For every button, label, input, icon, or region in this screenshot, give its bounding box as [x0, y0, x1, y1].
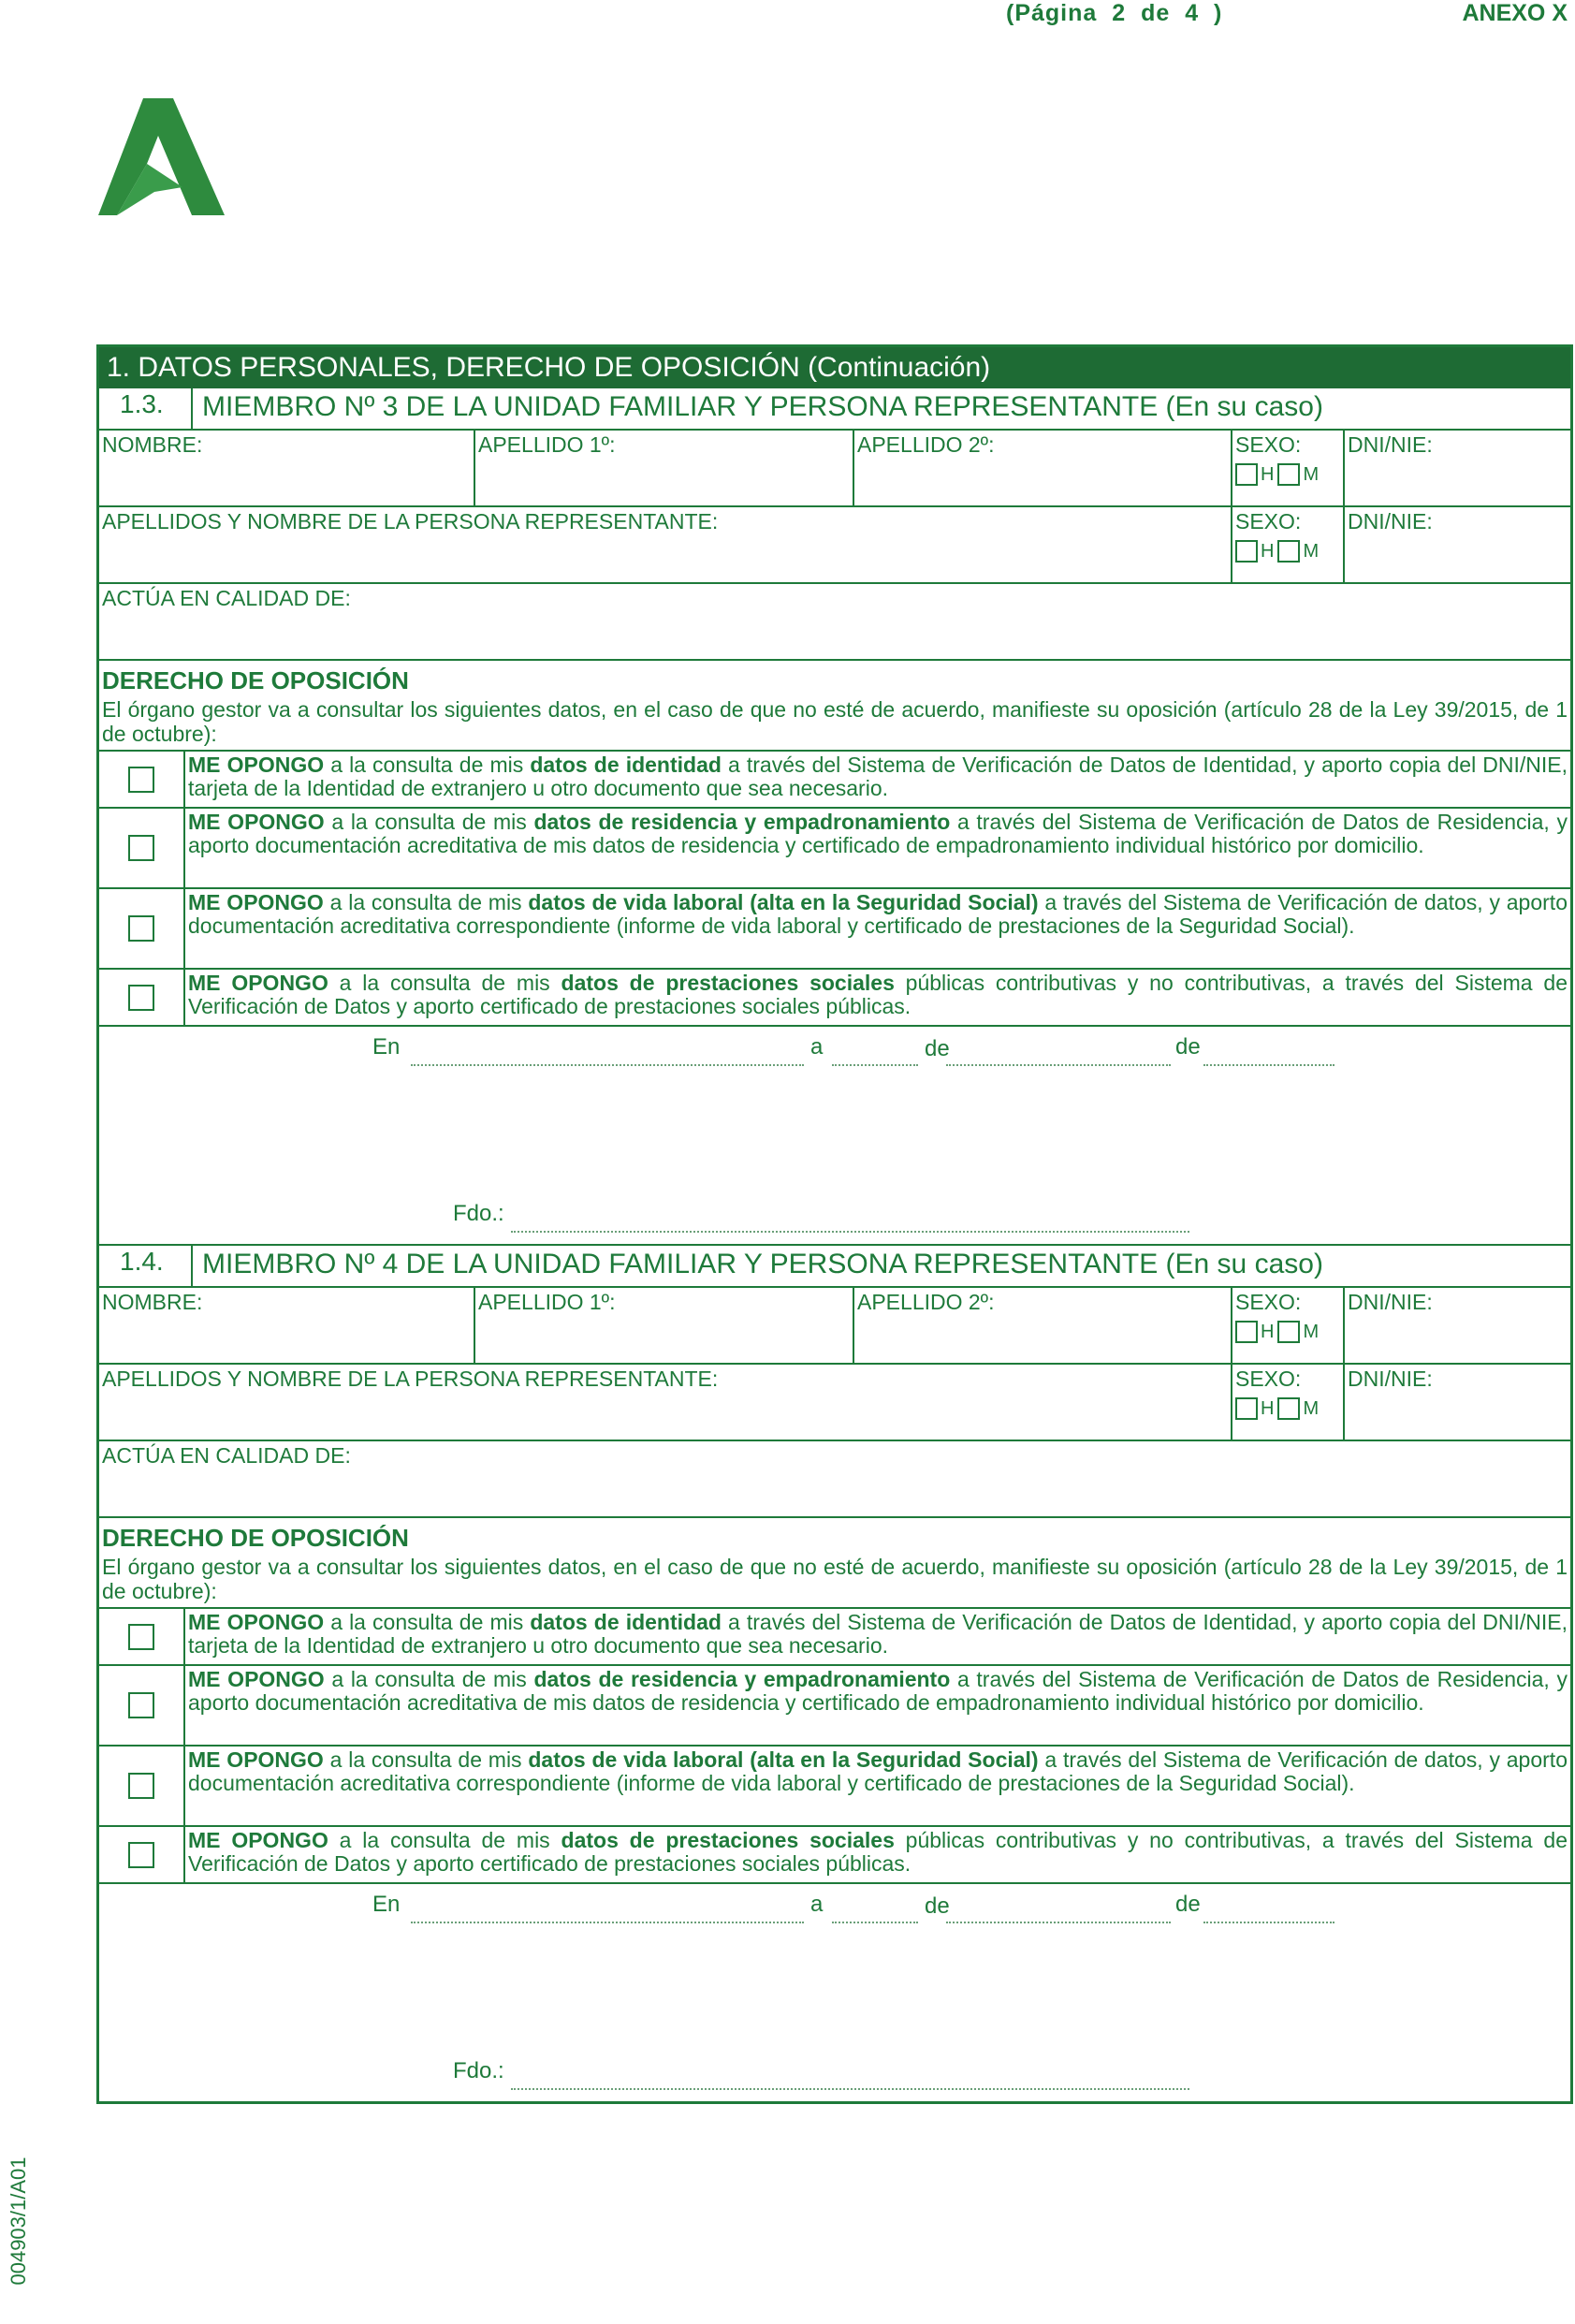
oppose-detail: a través del Sistema de Verificación de Datos de Residencia, y aporto documentación acreditativa de mis datos de residencia y certificado de empadronamiento individual histórico por domicilio.	[188, 1667, 1568, 1715]
rep-sexo-h-checkbox[interactable]	[1235, 540, 1258, 563]
sexo-label: SEXO:	[1235, 509, 1302, 533]
oppose-text: a la consulta de mis	[323, 890, 529, 914]
year-field[interactable]	[1203, 1922, 1334, 1923]
oppose-label: ME OPONGO	[188, 1610, 325, 1634]
nombre-field[interactable]	[99, 1288, 475, 1363]
rep-sexo-field	[1232, 1365, 1345, 1440]
signature-field[interactable]	[511, 1231, 1189, 1233]
apellido1-field[interactable]	[475, 431, 854, 505]
opposition-item-residencia	[99, 809, 1570, 889]
section-number: 1.3.	[99, 388, 193, 429]
apellido1-label: APELLIDO 1º:	[478, 1290, 616, 1314]
opposition-item-vida-laboral	[99, 1747, 1570, 1827]
signature-block	[99, 1884, 1570, 2101]
calidad-field[interactable]	[99, 1441, 1570, 1516]
sexo-field	[1232, 431, 1345, 505]
oppose-vida-laboral-checkbox[interactable]	[128, 915, 154, 942]
page-indicator: (Página 2 de 4 )	[1006, 0, 1223, 26]
rep-sexo-h-checkbox[interactable]	[1235, 1397, 1258, 1420]
opposition-item-vida-laboral	[99, 889, 1570, 970]
apellido2-label: APELLIDO 2º:	[857, 432, 995, 457]
sexo-h-checkbox[interactable]	[1235, 463, 1258, 486]
year-prefix-label: de	[1175, 1892, 1201, 1917]
dni-label: DNI/NIE:	[1348, 1367, 1433, 1391]
signature-block	[99, 1027, 1570, 1246]
oppose-text: a la consulta de mis	[324, 753, 531, 777]
oppose-data-type: datos de identidad	[530, 1610, 722, 1634]
oppose-text: a la consulta de mis	[328, 1828, 561, 1852]
nombre-label: NOMBRE:	[102, 1290, 203, 1314]
oppose-detail: a través del Sistema de Verificación de datos, y aporto documentación acreditativa correspondiente (informe de vida laboral y certificado de prestaciones de la Seguridad Social).	[188, 890, 1568, 938]
apellido1-field[interactable]	[475, 1288, 854, 1363]
oppose-prestaciones-checkbox[interactable]	[128, 1842, 154, 1868]
place-field[interactable]	[411, 1922, 804, 1923]
sexo-m-checkbox[interactable]	[1277, 463, 1300, 486]
oppose-detail: a través del Sistema de Verificación de Datos de Identidad, y aporto copia del DNI/NIE, tarjeta de la Identidad de extranjero u otro documento que sea necesario.	[188, 1610, 1568, 1658]
calidad-row	[99, 584, 1570, 661]
oppose-identidad-checkbox[interactable]	[128, 1624, 154, 1650]
representante-label: APELLIDOS Y NOMBRE DE LA PERSONA REPRESENTANTE:	[102, 509, 719, 533]
oppose-text: a la consulta de mis	[324, 1610, 531, 1634]
representative-row	[99, 1365, 1570, 1441]
oppose-detail: públicas contributivas y no contributivas, a través del Sistema de Verificación de Datos y aporto certificado de prestaciones sociales públicas.	[188, 1828, 1568, 1876]
oppose-label: ME OPONGO	[188, 810, 325, 834]
apellido2-field[interactable]	[854, 1288, 1232, 1363]
opposition-item-prestaciones	[99, 970, 1570, 1027]
day-prefix-label: a	[810, 1034, 824, 1060]
dni-label: DNI/NIE:	[1348, 1290, 1433, 1314]
opposition-item-residencia	[99, 1666, 1570, 1747]
form-main-title: 1. DATOS PERSONALES, DERECHO DE OPOSICIÓN (Continuación)	[99, 347, 1570, 388]
sexo-h-label: H	[1261, 463, 1275, 485]
oppose-label: ME OPONGO	[188, 971, 328, 995]
oppose-label: ME OPONGO	[188, 753, 325, 777]
opposition-intro: El órgano gestor va a consultar los siguientes datos, en el caso de que no esté de acuerdo, manifieste su oposición (artículo 28 de la Ley 39/2015, de 1 de octubre):	[99, 695, 1570, 752]
sexo-m-label: M	[1303, 1397, 1320, 1419]
signature-field[interactable]	[511, 2088, 1189, 2090]
opposition-item-prestaciones	[99, 1827, 1570, 1884]
sexo-m-checkbox[interactable]	[1277, 1321, 1300, 1343]
place-label: En	[372, 1892, 401, 1917]
calidad-label: ACTÚA EN CALIDAD DE:	[102, 1443, 351, 1468]
day-prefix-label: a	[810, 1892, 824, 1917]
document-code: 004903/1/A01	[7, 2156, 30, 2286]
oppose-residencia-checkbox[interactable]	[128, 835, 154, 861]
month-field[interactable]	[946, 1922, 1171, 1923]
rep-sexo-field	[1232, 507, 1345, 582]
personal-data-row	[99, 1288, 1570, 1365]
nombre-label: NOMBRE:	[102, 432, 203, 457]
rep-sexo-m-checkbox[interactable]	[1277, 1397, 1300, 1420]
calidad-field[interactable]	[99, 584, 1570, 659]
oppose-vida-laboral-checkbox[interactable]	[128, 1773, 154, 1799]
annex-label: ANEXO X	[1462, 0, 1568, 26]
representative-row	[99, 507, 1570, 584]
oppose-detail: a través del Sistema de Verificación de Datos de Identidad, y aporto copia del DNI/NIE, tarjeta de la Identidad de extranjero u otro documento que sea necesario.	[188, 753, 1568, 800]
sexo-label: SEXO:	[1235, 432, 1302, 457]
day-field[interactable]	[832, 1064, 918, 1066]
oppose-data-type: datos de residencia y empadronamiento	[533, 1667, 951, 1691]
opposition-item-identidad	[99, 1609, 1570, 1666]
signature-label: Fdo.:	[453, 2058, 504, 2083]
oppose-label: ME OPONGO	[188, 1667, 325, 1691]
sexo-m-label: M	[1303, 540, 1320, 562]
calidad-label: ACTÚA EN CALIDAD DE:	[102, 586, 351, 610]
section-member-4	[99, 1246, 1570, 2101]
opposition-title: DERECHO DE OPOSICIÓN	[102, 666, 409, 694]
dni-label: DNI/NIE:	[1348, 432, 1433, 457]
rep-dni-field[interactable]	[1345, 507, 1570, 582]
sexo-h-label: H	[1261, 1397, 1275, 1419]
year-prefix-label: de	[1175, 1034, 1201, 1060]
oppose-data-type: datos de prestaciones sociales	[561, 971, 895, 995]
calidad-row	[99, 1441, 1570, 1518]
oppose-label: ME OPONGO	[188, 1747, 324, 1772]
rep-sexo-m-checkbox[interactable]	[1277, 540, 1300, 563]
sexo-m-label: M	[1303, 1321, 1320, 1342]
oppose-detail: a través del Sistema de Verificación de datos, y aporto documentación acreditativa correspondiente (informe de vida laboral y certificado de prestaciones de la Seguridad Social).	[188, 1747, 1568, 1795]
day-field[interactable]	[832, 1922, 918, 1923]
section-title: MIEMBRO Nº 3 DE LA UNIDAD FAMILIAR Y PERSONA REPRESENTANTE (En su caso)	[202, 391, 1323, 422]
personal-data-row	[99, 431, 1570, 507]
month-prefix-label: de	[925, 1893, 950, 1919]
oppose-label: ME OPONGO	[188, 890, 324, 914]
oppose-text: a la consulta de mis	[324, 1667, 534, 1691]
section-title: MIEMBRO Nº 4 DE LA UNIDAD FAMILIAR Y PERSONA REPRESENTANTE (En su caso)	[202, 1249, 1323, 1279]
sexo-m-label: M	[1303, 463, 1320, 485]
signature-label: Fdo.:	[453, 1201, 504, 1226]
oppose-identidad-checkbox[interactable]	[128, 767, 154, 793]
representante-field[interactable]	[99, 1365, 1232, 1440]
oppose-data-type: datos de vida laboral (alta en la Seguridad Social)	[528, 1747, 1039, 1772]
opposition-intro: El órgano gestor va a consultar los siguientes datos, en el caso de que no esté de acuerdo, manifieste su oposición (artículo 28 de la Ley 39/2015, de 1 de octubre):	[99, 1553, 1570, 1609]
oppose-text: a la consulta de mis	[328, 971, 561, 995]
section-member-3	[99, 388, 1570, 1246]
oppose-data-type: datos de vida laboral (alta en la Seguridad Social)	[528, 890, 1039, 914]
apellido2-label: APELLIDO 2º:	[857, 1290, 995, 1314]
apellido1-label: APELLIDO 1º:	[478, 432, 616, 457]
sexo-h-label: H	[1261, 1321, 1275, 1342]
sexo-h-label: H	[1261, 540, 1275, 562]
oppose-data-type: datos de identidad	[530, 753, 722, 777]
form-container	[96, 344, 1573, 2104]
opposition-title: DERECHO DE OPOSICIÓN	[102, 1524, 409, 1552]
oppose-data-type: datos de prestaciones sociales	[561, 1828, 895, 1852]
section-header	[99, 388, 1570, 431]
oppose-text: a la consulta de mis	[324, 810, 534, 834]
sexo-label: SEXO:	[1235, 1290, 1302, 1314]
nombre-field[interactable]	[99, 431, 475, 505]
place-field[interactable]	[411, 1064, 804, 1066]
dni-field[interactable]	[1345, 431, 1570, 505]
section-number: 1.4.	[99, 1246, 193, 1286]
representante-field[interactable]	[99, 507, 1232, 582]
place-label: En	[372, 1034, 401, 1060]
oppose-prestaciones-checkbox[interactable]	[128, 985, 154, 1011]
sexo-label: SEXO:	[1235, 1367, 1302, 1391]
oppose-detail: a través del Sistema de Verificación de Datos de Residencia, y aporto documentación acreditativa de mis datos de residencia y certificado de empadronamiento individual histórico por domicilio.	[188, 810, 1568, 857]
oppose-data-type: datos de residencia y empadronamiento	[533, 810, 951, 834]
dni-label: DNI/NIE:	[1348, 509, 1433, 533]
sexo-field	[1232, 1288, 1345, 1363]
dni-field[interactable]	[1345, 1288, 1570, 1363]
oppose-text: a la consulta de mis	[323, 1747, 529, 1772]
month-field[interactable]	[946, 1064, 1171, 1066]
section-header	[99, 1246, 1570, 1288]
year-field[interactable]	[1203, 1064, 1334, 1066]
apellido2-field[interactable]	[854, 431, 1232, 505]
representante-label: APELLIDOS Y NOMBRE DE LA PERSONA REPRESENTANTE:	[102, 1367, 719, 1391]
opposition-item-identidad	[99, 752, 1570, 809]
junta-andalucia-logo-icon	[98, 98, 225, 215]
rep-dni-field[interactable]	[1345, 1365, 1570, 1440]
oppose-residencia-checkbox[interactable]	[128, 1692, 154, 1718]
sexo-h-checkbox[interactable]	[1235, 1321, 1258, 1343]
oppose-detail: públicas contributivas y no contributivas, a través del Sistema de Verificación de Datos y aporto certificado de prestaciones sociales públicas.	[188, 971, 1568, 1018]
month-prefix-label: de	[925, 1036, 950, 1061]
oppose-label: ME OPONGO	[188, 1828, 328, 1852]
